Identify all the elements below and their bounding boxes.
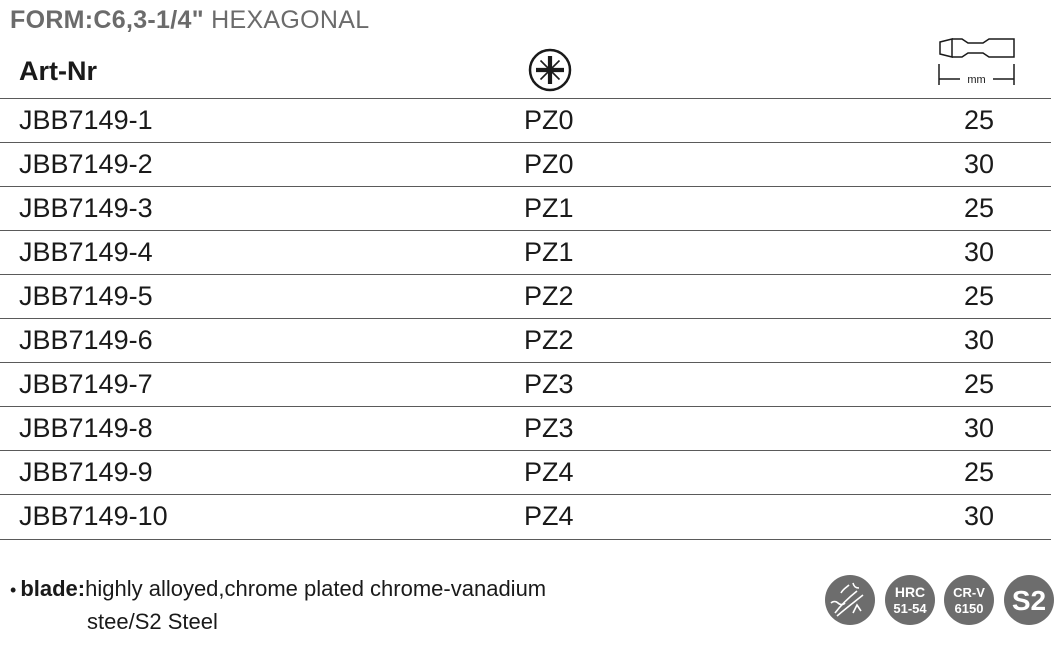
article-number-cell: JBB7149-7 [19,369,153,399]
table-row [0,406,1051,450]
table-row [0,274,1051,318]
article-number-cell: JBB7149-1 [19,105,153,135]
length-unit: mm [967,74,986,86]
article-number-cell: JBB7149-5 [19,281,153,311]
blade-note [10,573,546,638]
pozidriv-size-cell: PZ1 [524,193,574,223]
pozidriv-size-cell: PZ3 [524,413,574,443]
pozidriv-size-cell: PZ4 [524,501,574,531]
article-table [0,98,1051,540]
article-number-header: Art-Nr [19,56,97,86]
article-number-cell: JBB7149-4 [19,237,153,267]
table-row [0,142,1051,186]
length-cell: 30 [964,149,995,179]
table-row [0,318,1051,362]
s2-badge-text: S2 [1011,585,1047,616]
bullet: • [10,580,17,600]
article-number-cell: JBB7149-9 [19,457,153,487]
length-cell: 25 [964,105,995,135]
pozidriv-size-cell: PZ2 [524,325,574,355]
crv-badge-top: CR-V [953,585,985,600]
table-row [0,186,1051,230]
pozidriv-size-cell: PZ1 [524,237,574,267]
crv-badge [944,575,994,625]
blade-description-line2: stee/S2 Steel [87,609,218,634]
pozidriv-size-cell: PZ2 [524,281,574,311]
article-number-cell: JBB7149-2 [19,149,153,179]
table-row [0,98,1051,142]
table-row [0,362,1051,406]
article-number-cell: JBB7149-8 [19,413,153,443]
length-cell: 30 [964,325,995,355]
table-row [0,494,1051,540]
s2-badge [1004,575,1054,625]
length-cell: 30 [964,413,995,443]
article-number-cell: JBB7149-10 [19,501,168,531]
length-cell: 25 [964,369,995,399]
hrc-badge-top: HRC [894,584,926,600]
length-cell: 25 [964,457,995,487]
length-cell: 30 [964,501,995,531]
heat-treatment-badge [825,575,875,625]
pozidriv-size-cell: PZ0 [524,149,574,179]
form-kind: HEXAGONAL [211,6,370,34]
pozidriv-size-cell: PZ3 [524,369,574,399]
hrc-badge [885,575,935,625]
pozidriv-size-cell: PZ0 [524,105,574,135]
article-number-cell: JBB7149-3 [19,193,153,223]
table-row [0,230,1051,274]
article-number-cell: JBB7149-6 [19,325,153,355]
length-cell: 25 [964,281,995,311]
pozidriv-icon [527,47,573,93]
material-badges [823,573,1057,627]
hrc-badge-bottom: 51-54 [893,601,927,616]
pozidriv-size-cell: PZ4 [524,457,574,487]
crv-badge-bottom: 6150 [954,601,984,616]
length-cell: 25 [964,193,995,223]
length-cell: 30 [964,237,995,267]
form-title [10,6,369,35]
form-code: FORM:C6,3-1/4" [10,6,204,34]
bit-length-icon [936,34,1018,88]
blade-description-line1: highly alloyed,chrome plated chrome-vanadium [85,576,547,601]
blade-label: blade: [20,576,86,601]
table-row [0,450,1051,494]
